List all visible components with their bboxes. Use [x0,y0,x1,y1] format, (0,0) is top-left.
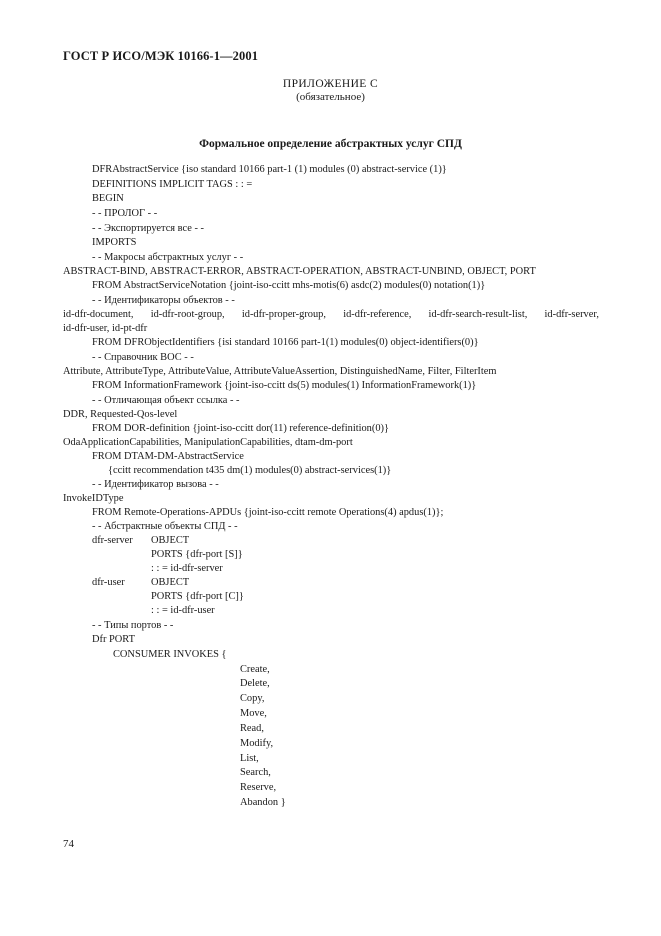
text-line: FROM InformationFramework {joint-iso-ccitt ds(5) modules(1) InformationFramework(1)} [92,380,477,391]
operation-item: Reserve, [240,782,277,793]
text-line: id-dfr-document, id-dfr-root-group, id-dfr-proper-group, id-dfr-reference, id-dfr-search-result-list, id-dfr-server, [63,309,599,320]
text-line: FROM Remote-Operations-APDUs {joint-iso-ccitt remote Operations(4) apdus(1)}; [92,507,444,518]
text-line: DDR, Requested-Qos-level [63,409,178,420]
text-line: - - Типы портов - - [92,620,174,631]
text-line: DEFINITIONS IMPLICIT TAGS : : = [92,179,253,190]
standard-header: ГОСТ Р ИСО/МЭК 10166-1—2001 [63,49,259,63]
text-line: PORTS {dfr-port [C]} [151,591,244,602]
text-line: CONSUMER INVOKES { [113,649,227,660]
operation-item: Create, [240,664,270,675]
operation-item: Modify, [240,738,274,749]
text-line: - - Идентификаторы объектов - - [92,295,235,306]
text-line: FROM DFRObjectIdentifiers {isi standard 10166 part-1(1) modules(0) object-identifiers(0)} [92,337,479,348]
text-line: OBJECT [151,535,190,546]
text-line: id-dfr-user, id-pt-dfr [63,323,148,334]
operation-item: Read, [240,723,264,734]
operation-item: Move, [240,708,267,719]
operation-item: Delete, [240,678,270,689]
text-line: {ccitt recommendation t435 dm(1) modules(0) abstract-services(1)} [108,465,392,476]
text-line: dfr-server [92,535,133,546]
appendix-note: (обязательное) [296,91,365,103]
text-line: Dfr PORT [92,634,135,645]
text-line: FROM AbstractServiceNotation {joint-iso-ccitt mhs-motis(6) asdc(2) modules(0) notation(1)} [92,280,486,291]
text-line: OdaApplicationCapabilities, ManipulationCapabilities, dtam-dm-port [63,437,353,448]
text-line: IMPORTS [92,237,137,248]
text-line: PORTS {dfr-port [S]} [151,549,243,560]
operation-item: Copy, [240,693,265,704]
text-line: dfr-user [92,577,125,588]
text-line: - - ПРОЛОГ - - [92,208,158,219]
text-line: - - Абстрактные объекты СПД - - [92,521,238,532]
text-line: - - Справочник ВОС - - [92,352,194,363]
text-line: OBJECT [151,577,190,588]
text-line: InvokeIDType [63,493,124,504]
text-line: ABSTRACT-BIND, ABSTRACT-ERROR, ABSTRACT-OPERATION, ABSTRACT-UNBIND, OBJECT, PORT [63,266,536,277]
text-line: FROM DOR-definition {joint-iso-ccitt dor(11) reference-definition(0)} [92,423,389,434]
text-line: - - Экспортируется все - - [92,223,204,234]
operation-item: Search, [240,767,271,778]
text-line: DFRAbstractService {iso standard 10166 part-1 (1) modules (0) abstract-service (1)} [92,164,447,175]
page-number: 74 [63,838,74,850]
text-line: - - Макросы абстрактных услуг - - [92,252,244,263]
text-line: - - Отличающая объект ссылка - - [92,395,240,406]
appendix-title: ПРИЛОЖЕНИЕ С [282,78,379,90]
operation-item: List, [240,753,259,764]
text-line: : : = id-dfr-user [151,605,215,616]
text-line: Attribute, AttributeType, AttributeValue, AttributeValueAssertion, DistinguishedName, Filter, FilterItem [63,366,497,377]
operation-item: Abandon } [240,797,286,808]
text-line: : : = id-dfr-server [151,563,223,574]
section-title: Формальное определение абстрактных услуг СПД [199,138,462,150]
text-line: - - Идентификатор вызова - - [92,479,219,490]
text-line: FROM DTAM-DM-AbstractService [92,451,244,462]
text-line: BEGIN [92,193,124,204]
